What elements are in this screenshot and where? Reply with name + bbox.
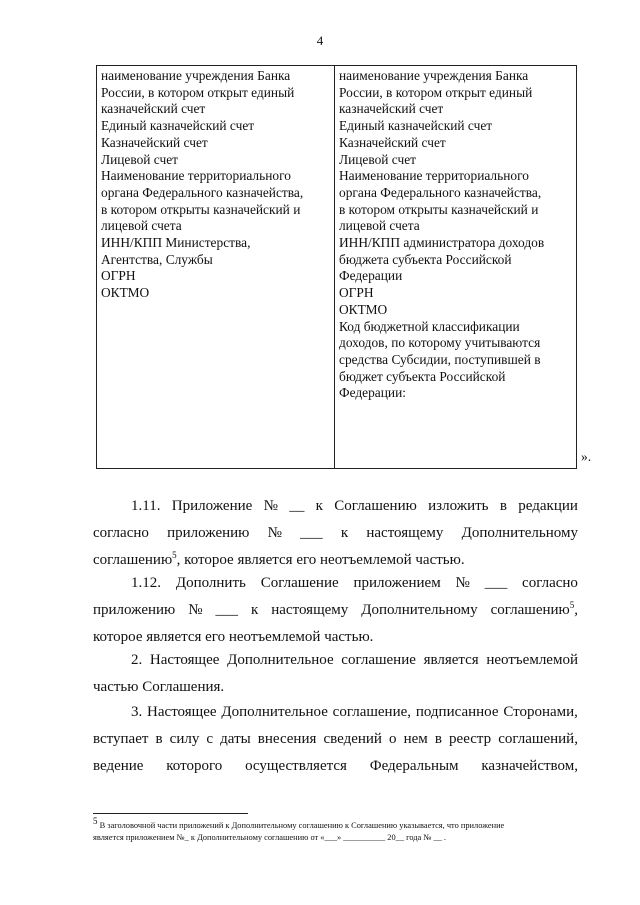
word: 1.12. — [131, 575, 161, 591]
word: Дополнительное — [221, 704, 328, 720]
table-cell-line: в котором открыты казначейский и — [101, 201, 301, 217]
paragraph-line — [93, 647, 578, 674]
table-cell-line: наименование учреждения Банка — [101, 68, 291, 83]
word: приложению — [167, 525, 250, 541]
page-number: 4 — [316, 33, 324, 48]
word: к — [340, 525, 349, 541]
table-cell-line: лицевой счета — [101, 218, 182, 234]
word: ___ — [300, 525, 323, 541]
word: соглашений, — [498, 731, 578, 747]
word: ___ — [484, 575, 508, 591]
word: __ — [289, 498, 305, 514]
paragraph-2 — [93, 647, 578, 701]
word: Сторонами, — [503, 704, 578, 720]
table-cell-line: бюджета субъекта Российской — [339, 251, 512, 267]
word: соглашению — [93, 552, 173, 568]
word: настоящему — [271, 602, 349, 618]
word: соглашению — [490, 602, 570, 618]
table-cell-line: ОГРН — [339, 285, 374, 301]
table-cell-line: Федерации — [339, 268, 403, 284]
word: осуществляется — [245, 758, 347, 774]
table-cell-line: Федерации: — [339, 385, 406, 401]
word: изложить — [428, 498, 489, 514]
word: к — [250, 602, 259, 618]
word: которого — [166, 758, 223, 774]
word: ___ — [215, 602, 239, 618]
word: в — [155, 731, 163, 747]
word: нем — [403, 731, 428, 747]
word: 2. — [131, 652, 143, 668]
paragraph-line — [93, 570, 578, 597]
footnote-line — [93, 816, 580, 832]
paragraph-3 — [93, 699, 578, 780]
word: № — [263, 498, 278, 514]
word: соглашение — [341, 652, 416, 668]
table-cell-line: бюджет субъекта Российской — [339, 368, 506, 384]
table-cell-line: лицевой счета — [339, 218, 420, 234]
footnote-separator — [93, 813, 248, 814]
table-cell-line: казначейский счет — [101, 101, 206, 117]
word: соглашение, — [332, 704, 412, 720]
table-cell-line: Агентства, Службы — [101, 251, 213, 267]
table-cell-line: Единый казначейский счет — [101, 118, 255, 134]
word: Дополнительному — [361, 602, 478, 618]
word: внесения — [257, 731, 317, 747]
table-cell-line: Наименование территориального — [339, 168, 529, 184]
paragraph-line — [93, 699, 578, 726]
word: Соглашению — [334, 498, 417, 514]
table-cell-line: средства Субсидии, поступившей в — [339, 351, 541, 367]
table-cell-line: органа Федерального казначейства, — [339, 184, 542, 200]
table-cell-line: органа Федерального казначейства, — [101, 184, 304, 200]
table-cell-line: Казначейский счет — [101, 134, 208, 150]
word: с — [206, 731, 214, 747]
paragraph-line — [93, 597, 578, 624]
word-group — [491, 597, 578, 624]
table-cell-line: Единый казначейский счет — [339, 118, 493, 134]
table-cell-line: Наименование территориального — [101, 168, 291, 184]
word: Федеральным — [369, 758, 459, 774]
paragraph-line — [93, 753, 578, 780]
word: , — [574, 602, 578, 618]
word: Настоящее — [147, 704, 217, 720]
word: ведение — [93, 758, 144, 774]
table-cell-line: ИНН/КПП Министерства, — [101, 235, 251, 251]
paragraph-line — [93, 493, 578, 520]
word: неотъемлемой — [486, 652, 578, 668]
word: Дополнить — [175, 575, 246, 591]
word: вступает — [93, 731, 149, 747]
table-cell-line: ОГРН — [101, 268, 136, 284]
word: сведений — [323, 731, 382, 747]
table-cell-line: России, в котором открыт единый — [339, 84, 533, 100]
word: , которое является его неотъемлемой частью. — [176, 552, 465, 568]
word: подписанное — [415, 704, 499, 720]
footnote — [93, 816, 580, 843]
word: в — [434, 731, 442, 747]
table-left-column — [97, 66, 335, 468]
table-cell-line: доходов, по которому учитываются — [339, 335, 541, 351]
word: согласно — [522, 575, 578, 591]
footnote-line: является приложением №_ к Дополнительному соглашению от «___» __________ 20__ года № __ . — [93, 832, 447, 842]
word: является — [423, 652, 479, 668]
word: о — [389, 731, 397, 747]
word: Соглашение — [260, 575, 339, 591]
table-cell-line: Казначейский счет — [339, 134, 446, 150]
word: реестр — [449, 731, 492, 747]
word: даты — [220, 731, 251, 747]
word: приложением — [353, 575, 441, 591]
word: согласно — [93, 525, 149, 541]
word: силу — [169, 731, 200, 747]
footnote-text: В заголовочной части приложений к Дополнительному соглашению к Соглашению указывается, что приложение — [97, 821, 505, 830]
table-right-column — [335, 66, 576, 468]
paragraph-line: частью Соглашения. — [93, 679, 225, 695]
word: к — [315, 498, 323, 514]
table-cell-line: ОКТМО — [339, 301, 388, 317]
table-cell-line: Лицевой счет — [101, 151, 179, 167]
word: № — [188, 602, 203, 618]
paragraph-line — [93, 520, 578, 547]
word: в — [499, 498, 507, 514]
table-cell-line: России, в котором открыт единый — [101, 84, 295, 100]
word: Настоящее — [149, 652, 220, 668]
footnote-ref: 5 — [569, 600, 575, 610]
table-cell-line: Код бюджетной классификации — [339, 318, 520, 334]
details-table — [96, 65, 577, 469]
word: приложению — [93, 602, 176, 618]
table-cell-line: ОКТМО — [101, 285, 150, 301]
table-cell-line: ИНН/КПП администратора доходов — [339, 235, 545, 251]
table-closing-quote: ». — [581, 449, 592, 464]
paragraph-1-12 — [93, 570, 578, 651]
paragraph-line: которое является его неотъемлемой частью. — [93, 629, 374, 645]
word: № — [267, 525, 282, 541]
footnote-ref: 5 — [172, 550, 177, 560]
footnote-marker: 5 — [93, 816, 98, 827]
word: Дополнительному — [461, 525, 578, 541]
word: казначейством, — [481, 758, 578, 774]
word: редакции — [518, 498, 578, 514]
word: настоящему — [366, 525, 444, 541]
word: 3. — [131, 704, 143, 720]
table-cell-line: Лицевой счет — [339, 151, 417, 167]
word: Дополнительное — [227, 652, 334, 668]
table-cell-line: в котором открыты казначейский и — [339, 201, 539, 217]
table-cell-line: наименование учреждения Банка — [339, 68, 529, 83]
table-cell-line: казначейский счет — [339, 101, 444, 117]
word: № — [455, 575, 470, 591]
paragraph-line — [93, 726, 578, 753]
word: 1.11. — [131, 498, 161, 514]
paragraph-1-11 — [93, 493, 578, 574]
word: Приложение — [171, 498, 253, 514]
